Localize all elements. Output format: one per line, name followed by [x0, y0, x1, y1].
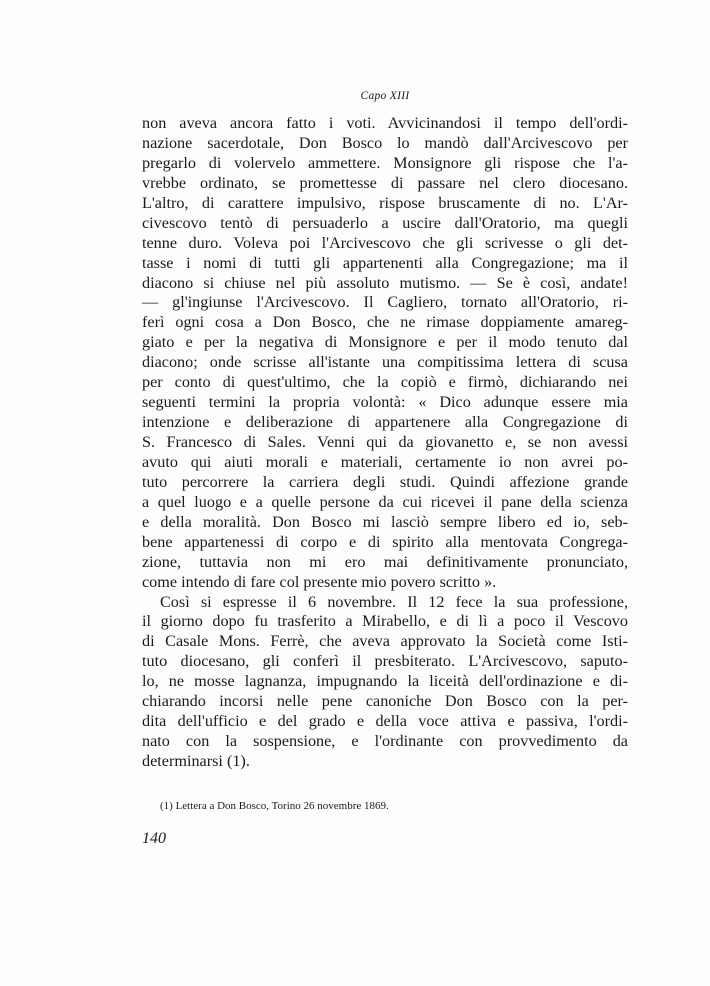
text-line: per conto di quest'ultimo, che la copiò e firmò, dichiarando nei	[142, 373, 628, 392]
text-line: avuto qui aiuti morali e materiali, certamente io non avrei po-	[142, 452, 628, 471]
body-text	[142, 114, 628, 772]
text-line: ferì ogni cosa a Don Bosco, che ne rimase doppiamente amareg-	[142, 313, 628, 332]
text-line: non aveva ancora fatto i voti. Avvicinandosi il tempo dell'ordi-	[142, 114, 628, 132]
text-line: lo, ne mosse lagnanza, impugnando la liceità dell'ordinazione e di-	[142, 672, 628, 691]
text-line: S. Francesco di Sales. Venni qui da giovanetto e, se non avessi	[142, 433, 628, 451]
text-line: diacono si chiuse nel più assoluto mutismo. — Se è così, andate!	[142, 273, 628, 292]
text-line: e della moralità. Don Bosco mi lasciò sempre libero ed io, seb-	[142, 512, 628, 531]
text-line: zione, tuttavia non mi ero mai definitivamente pronunciato,	[142, 552, 628, 571]
paragraph-start-line: Così si espresse il 6 novembre. Il 12 fece la sua professione,	[160, 592, 628, 611]
text-line: — gl'ingiunse l'Arcivescovo. Il Cagliero, tornato all'Oratorio, ri-	[142, 293, 628, 312]
text-line: diacono; onde scrisse all'istante una compitissima lettera di scusa	[142, 353, 628, 372]
text-line: di Casale Mons. Ferrè, che aveva approvato la Società come Isti-	[142, 632, 628, 651]
text-line: giato e per la negativa di Monsignore e per il modo tenuto dal	[142, 333, 628, 352]
text-line: tuto diocesano, gli conferì il presbiterato. L'Arcivescovo, saputo-	[142, 652, 628, 671]
text-line: nato con la sospensione, e l'ordinante con provvedimento da	[142, 732, 628, 751]
text-line: come intendo di fare col presente mio povero scritto ».	[142, 572, 497, 591]
text-line: pregarlo di volervelo ammettere. Monsignore gli rispose che l'a-	[142, 153, 628, 172]
text-line: intenzione e deliberazione di appartenere alla Congregazione di	[142, 413, 628, 432]
text-line: L'altro, di carattere impulsivo, rispose bruscamente di no. L'Ar-	[142, 193, 628, 212]
text-line: vrebbe ordinato, se promettesse di passare nel clero diocesano.	[142, 173, 628, 192]
text-line: a quel luogo e a quelle persone da cui ricevei il pane della scienza	[142, 492, 628, 511]
text-line: civescovo tentò di persuaderlo a uscire dall'Oratorio, ma quegli	[142, 213, 628, 232]
text-line: seguenti termini la propria volontà: « Dico adunque essere mia	[142, 393, 628, 412]
footnote: (1) Lettera a Don Bosco, Torino 26 novembre 1869.	[160, 800, 389, 812]
text-line: chiarando incorsi nelle pene canoniche Don Bosco con la per-	[142, 692, 628, 711]
text-line: nazione sacerdotale, Don Bosco lo mandò dall'Arcivescovo per	[142, 133, 628, 152]
page-number: 140	[142, 830, 166, 847]
text-line: bene appartenessi di corpo e di spirito alla mentovata Congrega-	[142, 532, 628, 551]
text-line: tuto percorrere la carriera degli studi. Quindi affezione grande	[142, 472, 628, 491]
text-line: determinarsi (1).	[142, 752, 250, 770]
text-line: il giorno dopo fu trasferito a Mirabello, e di lì a poco il Vescovo	[142, 612, 628, 631]
text-line: tenne duro. Voleva poi l'Arcivescovo che gli scrivesse o gli det-	[142, 233, 628, 252]
text-line: dita dell'ufficio e del grado e della voce attiva e passiva, l'ordi-	[142, 712, 628, 731]
running-head: Capo XIII	[360, 90, 410, 102]
text-line: tasse i nomi di tutti gli appartenenti alla Congregazione; ma il	[142, 253, 628, 272]
